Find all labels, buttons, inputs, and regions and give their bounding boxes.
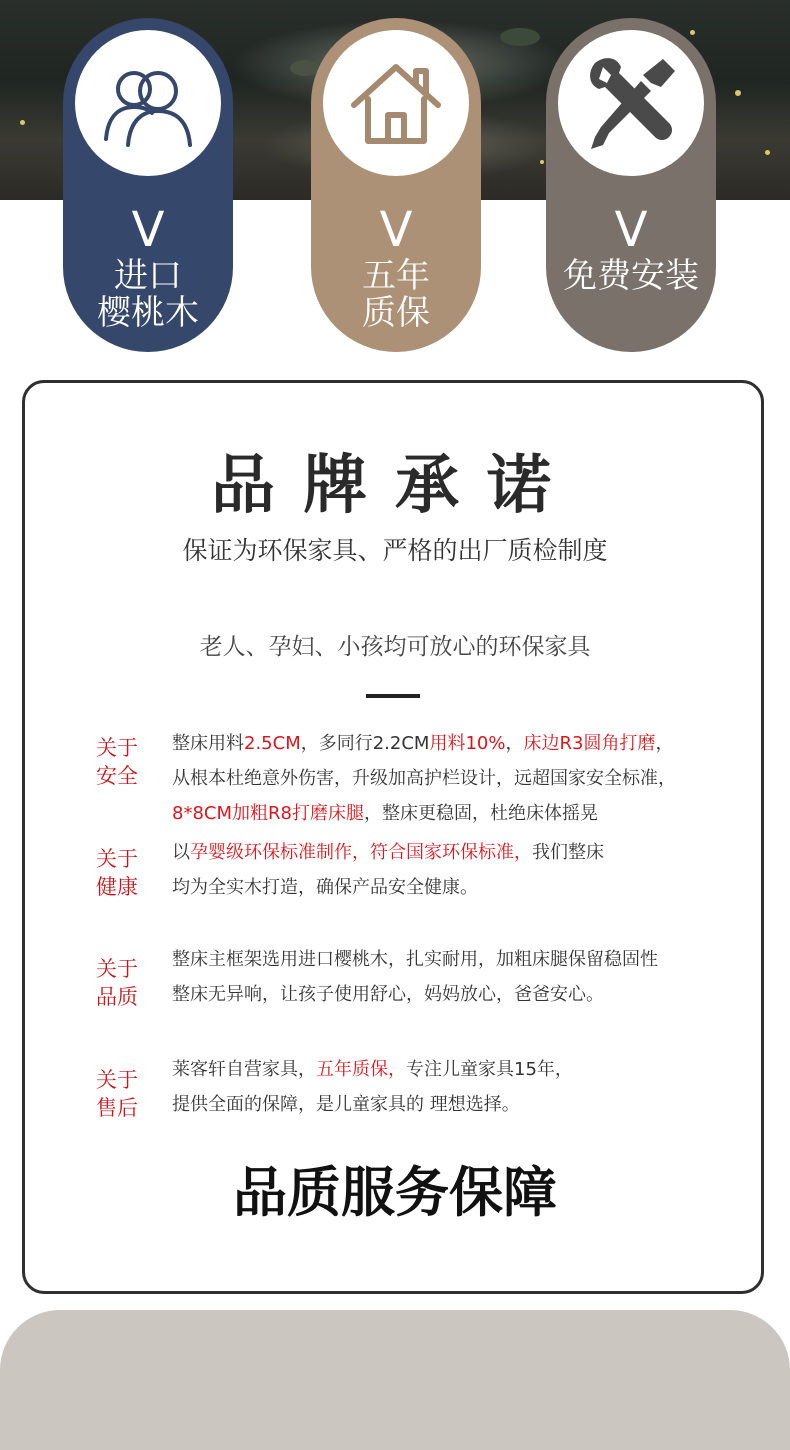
feature-five-year-warranty [311, 18, 481, 352]
feature-label-line1: 进口 [114, 256, 182, 296]
body-text: 整床无异响，让孩子使用舒心，妈妈放心，爸爸安心。 [172, 984, 604, 1005]
section-label-line2: 安全 [96, 764, 138, 788]
house-icon [346, 53, 446, 153]
section-label-health [96, 845, 166, 901]
section-text-quality [172, 942, 762, 1012]
section-label-line1: 关于 [96, 847, 138, 871]
feature-label-line1: 免费安装 [563, 256, 699, 296]
section-line [172, 796, 762, 831]
section-line [172, 761, 762, 796]
feature-v-mark: V [131, 202, 165, 258]
feature-v-mark: V [379, 202, 413, 258]
highlight-text: 床边R3圆角打磨 [523, 733, 656, 754]
promise-title: 品牌承诺 [211, 449, 579, 523]
body-text: 整床主框架选用进口樱桃木，扎实耐用，加粗床腿保留稳固性 [172, 949, 658, 970]
highlight-text: 8*8CM加粗R8打磨床腿 [172, 803, 364, 824]
body-text: 以 [172, 842, 190, 863]
section-label-line1: 关于 [96, 957, 138, 981]
body-text: 莱客轩自营家具， [172, 1059, 316, 1080]
highlight-text: 用料10% [429, 733, 506, 754]
section-line [172, 835, 762, 870]
section-label-safety [96, 734, 166, 790]
body-text: ，多同行2.2CM [300, 733, 430, 754]
feature-label [311, 258, 481, 332]
feature-label-line2: 樱桃木 [97, 293, 199, 333]
section-label-after-sales [96, 1066, 166, 1122]
body-text: 从根本杜绝意外伤害，升级加高护栏设计，远超国家安全标准， [172, 768, 676, 789]
body-text: 我们整床 [532, 842, 604, 863]
body-text: ，整床更稳固，杜绝床体摇晃 [363, 803, 598, 824]
section-line [172, 1052, 762, 1087]
feature-free-install [546, 18, 716, 352]
section-line [172, 977, 762, 1012]
users-icon [98, 53, 198, 153]
feature-icon-circle [75, 30, 221, 176]
promise-tagline: 老人、孕妇、小孩均可放心的环保家具 [199, 634, 591, 660]
section-label-line2: 品质 [96, 985, 138, 1009]
feature-label-line2: 质保 [362, 293, 430, 333]
feature-cherry-wood [63, 18, 233, 352]
body-text: 专注儿童家具15年， [406, 1059, 573, 1080]
section-text-safety [172, 726, 762, 831]
body-text: ， [505, 733, 524, 754]
body-text: 整床用料 [172, 733, 244, 754]
section-label-line2: 售后 [96, 1096, 138, 1120]
service-guarantee-title: 品质服务保障 [233, 1161, 557, 1224]
section-line [172, 870, 762, 905]
section-label-quality [96, 955, 166, 1011]
section-line [172, 726, 762, 761]
section-text-after-sales [172, 1052, 762, 1122]
promise-subtitle: 保证为环保家具、严格的出厂质检制度 [182, 536, 608, 565]
section-label-line2: 健康 [96, 875, 138, 899]
section-line [172, 1087, 762, 1122]
section-text-health [172, 835, 762, 905]
bottom-panel [0, 1310, 790, 1450]
highlight-text: 2.5CM [244, 733, 301, 754]
feature-label-line1: 五年 [362, 256, 430, 296]
section-line [172, 942, 762, 977]
body-text: 均为全实木打造，确保产品安全健康。 [172, 877, 478, 898]
feature-label [546, 258, 716, 295]
feature-label [63, 258, 233, 332]
divider [366, 694, 420, 698]
section-label-line1: 关于 [96, 736, 138, 760]
feature-icon-circle [323, 30, 469, 176]
highlight-text: 孕婴级环保标准制作，符合国家环保标准， [190, 842, 532, 863]
body-text: 提供全面的保障，是儿童家具的 理想选择。 [172, 1094, 520, 1115]
section-label-line1: 关于 [96, 1068, 138, 1092]
highlight-text: 五年质保， [316, 1059, 406, 1080]
feature-icon-circle [558, 30, 704, 176]
feature-v-mark: V [614, 202, 648, 258]
body-text: ， [655, 733, 674, 754]
tools-icon [581, 53, 681, 153]
